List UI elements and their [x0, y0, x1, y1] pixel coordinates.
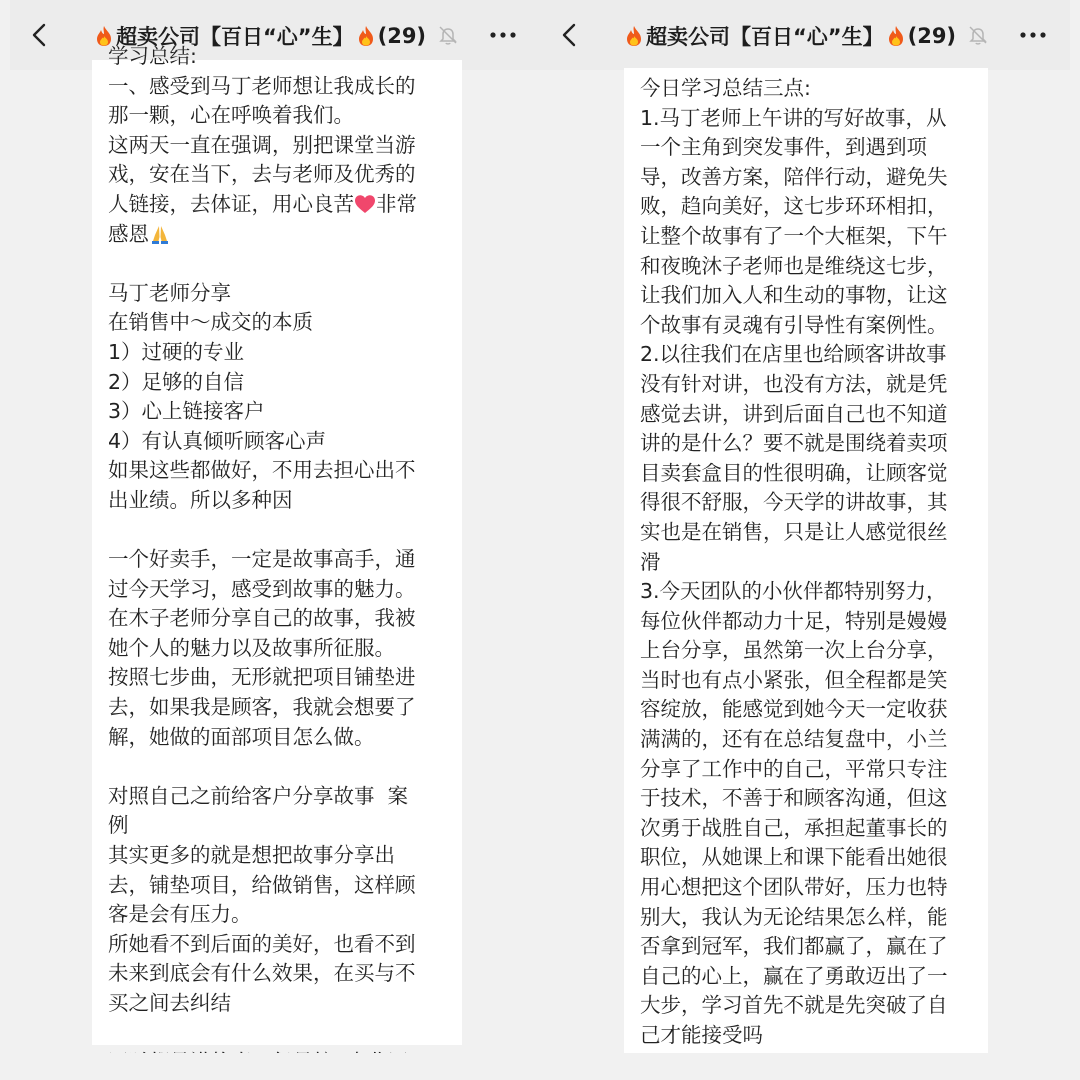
message-line: 否拿到冠军，我们都赢了，赢在了: [640, 934, 948, 959]
message-line: 满满的，还有在总结复盘中，小兰: [640, 727, 948, 752]
message-line: 当时也有点小紧张，但全程都是笑: [640, 667, 948, 692]
message-line: 让整个故事有了一个大框架，下午: [640, 223, 948, 248]
message-bubble[interactable]: [624, 68, 988, 1053]
bottom-strip: [0, 1053, 1080, 1080]
message-line: 一个好卖手，一定是故事高手，通: [108, 547, 416, 572]
chat-title[interactable]: [622, 18, 956, 54]
message-line: 未来到底会有什么效果，在买与不: [108, 961, 416, 986]
message-line: 1.马丁老师上午讲的写好故事，从: [640, 105, 947, 130]
chevron-left-icon: [561, 23, 577, 47]
message-line: 得很不舒服，今天学的讲故事，其: [640, 490, 948, 515]
chevron-left-icon: [31, 23, 47, 47]
message-line: 2）足够的自信: [108, 369, 245, 394]
message-line: 感觉去讲，讲到后面自己也不知道: [640, 401, 948, 426]
message-line: 在销售中～成交的本质: [108, 310, 313, 335]
message-line: 次勇于战胜自己，承担起董事长的: [640, 815, 948, 840]
message-line: 滑: [640, 549, 661, 574]
message-line: 别大，我认为无论结果怎么样，能: [640, 904, 948, 929]
member-count: (29): [907, 24, 957, 48]
message-line: 例: [108, 813, 129, 838]
more-button[interactable]: [488, 22, 518, 48]
message-line: 马丁老师分享: [108, 280, 231, 305]
message-line: 大步，学习首先不就是先突破了自: [640, 993, 948, 1018]
chat-pane-right: [540, 0, 1070, 1080]
bell-off-icon: [967, 24, 989, 46]
message-line: 客是会有压力。: [108, 902, 252, 927]
back-button[interactable]: [554, 20, 584, 50]
fire-icon: [624, 25, 644, 47]
message-text: 人链接，去体证，用心良苦: [108, 191, 354, 216]
message-line: 于技术，不善于和顾客沟通，但这: [640, 786, 948, 811]
message-line: [108, 752, 450, 782]
message-line: 其实更多的就是想把故事分享出: [108, 843, 395, 868]
message-line: 过今天学习，感受到故事的魅力。: [108, 576, 416, 601]
message-line: 如果这些都做好，不用去担心出不: [108, 458, 416, 483]
message-line: 目卖套盒目的性很明确，让顾客觉: [640, 460, 948, 485]
praying-hands-emoji-icon: [149, 223, 171, 245]
chat-header: [540, 0, 1070, 70]
back-button[interactable]: [24, 20, 54, 50]
message-line: 去，如果我是顾客，我就会想要了: [108, 695, 416, 720]
more-dots-icon: [1019, 31, 1047, 39]
message-line: 上台分享，虽然第一次上台分享，: [640, 638, 948, 663]
chat-pane-left: [10, 0, 540, 1080]
more-dots-icon: [489, 31, 517, 39]
message-line: 这两天一直在强调，别把课堂当游: [108, 132, 416, 157]
fire-icon: [886, 25, 906, 47]
message-line: 按照七步曲，无形就把项目铺垫进: [108, 665, 416, 690]
message-line: 解，她做的面部项目怎么做。: [108, 724, 375, 749]
message-bubble[interactable]: [92, 44, 462, 1045]
message-line: [108, 516, 450, 546]
message-line: 一、感受到马丁老师想让我成长的: [108, 73, 416, 98]
message-line: 用心想把这个团队带好，压力也特: [640, 875, 948, 900]
message-line: 分享了工作中的自己，平常只专注: [640, 756, 948, 781]
message-line: 去，铺垫项目，给做销售，这样顾: [108, 872, 416, 897]
message-line: 在木子老师分享自己的故事，我被: [108, 606, 416, 631]
message-text: 非常: [376, 191, 417, 216]
message-text: 感恩: [108, 221, 149, 246]
chat-title-text: 超卖公司【百日“心”生】: [116, 25, 354, 49]
message-line: 职位，从她课上和课下能看出她很: [640, 845, 948, 870]
message-line: 和夜晚沐子老师也是维绕这七步，: [640, 253, 948, 278]
message-line: 没有针对讲，也没有方法，就是凭: [640, 371, 948, 396]
message-line: [108, 190, 450, 220]
message-line: [108, 1019, 450, 1049]
message-line: 让我们加入人和生动的事物，让这: [640, 283, 948, 308]
message-line: [108, 249, 450, 279]
message-line: 1）过硬的专业: [108, 339, 245, 364]
message-line: 2.以往我们在店里也给顾客讲故事: [640, 342, 947, 367]
message-line: 自己的心上，赢在了勇敢迈出了一: [640, 963, 948, 988]
message-line: 一个主角到突发事件，到遇到项: [640, 135, 927, 160]
message-line: 买之间去纠结: [108, 991, 231, 1015]
message-line: 3）心上链接客户: [108, 399, 265, 424]
more-button[interactable]: [1018, 22, 1048, 48]
message-line: 败，趋向美好，这七步环环相扣，: [640, 194, 948, 219]
message-line: 容绽放，能感觉到她今天一定收获: [640, 697, 948, 722]
chat-title-text: 超卖公司【百日“心”生】: [646, 25, 884, 49]
message-line: 4）有认真倾听顾客心声: [108, 428, 327, 453]
message-line: 己才能接受吗: [640, 1023, 763, 1047]
message-line: 3.今天团队的小伙伴都特别努力，: [640, 579, 947, 604]
message-line: 戏，安在当下，去与老师及优秀的: [108, 162, 416, 187]
message-line: [108, 220, 450, 250]
message-line: 今日学习总结三点:: [640, 76, 811, 100]
message-line: 那一颗，心在呼唤着我们。: [108, 103, 354, 128]
message-line: 对照自己之前给客户分享故事 案: [108, 783, 409, 808]
message-line: 她个人的魅力以及故事所征服。: [108, 635, 395, 660]
message-line: 出业绩。所以多种因: [108, 487, 293, 512]
message-line: 所她看不到后面的美好，也看不到: [108, 931, 416, 956]
member-count: (29): [377, 24, 427, 48]
message-line: 每位伙伴都动力十足，特别是嫚嫚: [640, 608, 948, 633]
heart-emoji-icon: [354, 194, 376, 214]
message-line: 学习总结:: [108, 44, 197, 68]
message-line: 实也是在销售，只是让人感觉很丝: [640, 519, 948, 544]
message-line: 讲的是什么？要不就是围绕着卖项: [640, 431, 948, 456]
message-line: 导，改善方案，陪伴行动，避免失: [640, 164, 948, 189]
message-line: 个故事有灵魂有引导性有案例性。: [640, 312, 948, 337]
